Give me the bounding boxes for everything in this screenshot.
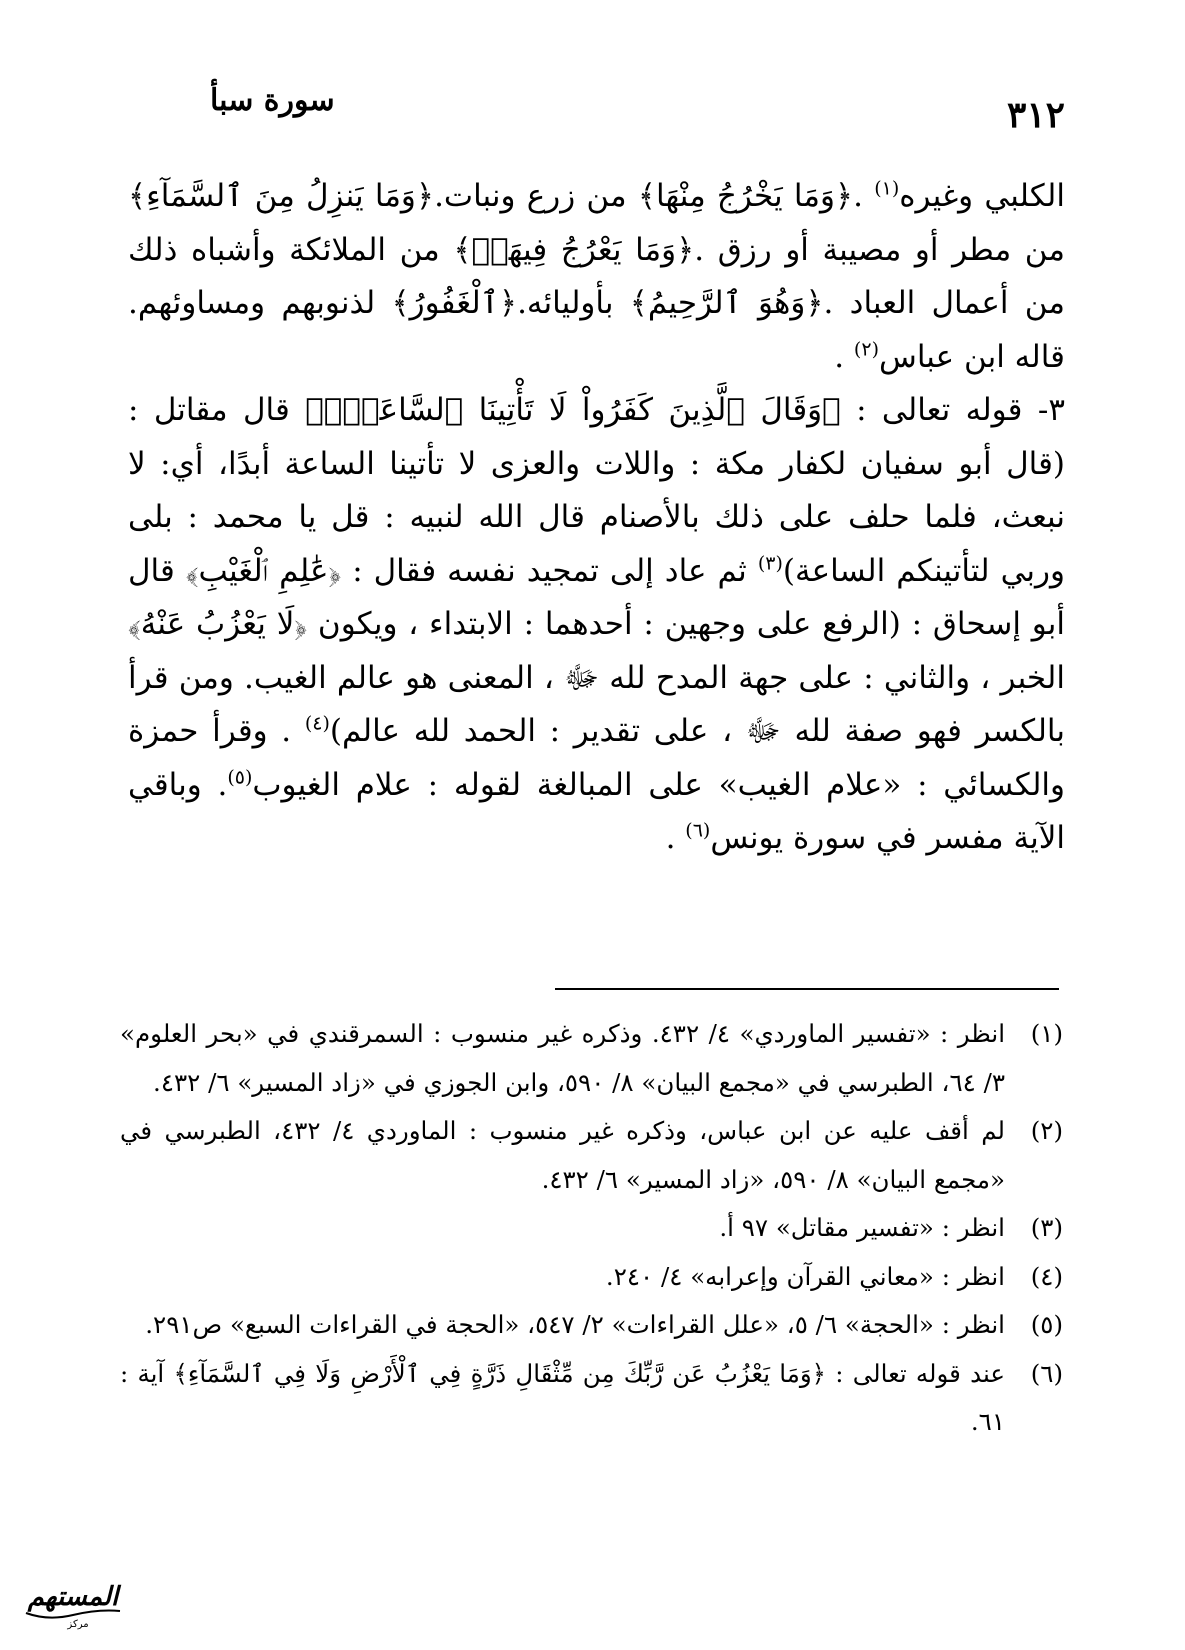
footnote-number: (١) [1030, 1019, 1063, 1048]
footnote-number: (٢) [1030, 1116, 1063, 1145]
text-run: ٣- قوله تعالى : [840, 392, 1066, 428]
footnote-ref-4: (٤) [304, 712, 330, 735]
footnote-3 [120, 1204, 1063, 1253]
surah-title: سورة سبأ [210, 83, 335, 118]
text-run: بأوليائه. [517, 285, 630, 321]
footnote-text: انظر : «تفسير مقاتل» ٩٧ أ. [719, 1213, 1005, 1242]
text-run: قال أبو إسحاق : (الرفع على وجهين : أحدهما : الابتداء ، ويكون [128, 552, 1065, 642]
footnote-text: انظر : «معاني القرآن وإعرابه» ٤/ ٢٤٠. [605, 1261, 1005, 1291]
text-run: قال مقاتل : (قال أبو سفيان لكفار مكة : واللات والعزى لا تأتينا الساعة أبدًا، أي: لا نبعث، فلما حلف على ذلك بالأصنام قال الله لنبيه : قل يا محمد : بلى وربي لتأتينكم الساعة) [128, 392, 1066, 589]
footnote-ref-6: (٦) [685, 819, 711, 842]
footnote-number: (٦) [1030, 1358, 1063, 1388]
quran-quote: ﴿وَقَالَ ٱلَّذِينَ كَفَرُواْ لَا تَأْتِينَا ٱلسَّاعَةُۖ﴾ [305, 392, 841, 428]
quran-quote: ﴿وَهُوَ ٱلرَّحِيمُ﴾ [629, 285, 824, 321]
page-header [210, 78, 1065, 136]
text-run: الخبر ، والثاني : على جهة المدح لله ﷻ ، المعنى هو عالم الغيب. ومن قرأ بالكسر فهو صفة لله ﷻ ، على تقدير : الحمد لله عالم) [128, 659, 1065, 749]
footnote-text: انظر : «تفسير الماوردي» ٤/ ٤٣٢. وذكره غير منسوب : السمرقندي في «بحر العلوم» ٣/ ٦٤، الطبرسي في «مجمع البيان» ٨/ ٥٩٠، وابن الجوزي في «زاد المسير» ٦/ ٤٣٢. [120, 1019, 1005, 1097]
footnote-text: لم أقف عليه عن ابن عباس، وذكره غير منسوب : الماوردي ٤/ ٤٣٢، الطبرسي في «مجمع البيان» ٨/ ٥٩٠، «زاد المسير» ٦/ ٤٣٢. [120, 1116, 1005, 1194]
text-run: ثم عاد إلى تمجيد نفسه فقال : [341, 552, 758, 589]
main-text [128, 170, 1065, 866]
footnote-divider [555, 988, 1059, 990]
footnote-6 [120, 1350, 1063, 1447]
quran-quote: ﴿وَمَا يَعْرُجُ فِيهَاۚ﴾ [453, 231, 695, 268]
text-run: من الملائكة وأشباه ذلك من أعمال العباد . [128, 231, 1065, 321]
footnote-ref-5: (٥) [227, 766, 253, 789]
footnote-ref-2: (٢) [853, 338, 879, 361]
quran-quote: ﴿وَمَا يَنزِلُ مِنَ ٱلسَّمَآءِ﴾ [128, 178, 435, 214]
footnote-ref-3: (٣) [757, 552, 783, 575]
footnote-2 [120, 1107, 1063, 1204]
paragraph-1 [128, 170, 1065, 384]
watermark-text: المستهم [27, 1582, 119, 1612]
watermark-subtext: مركز [67, 1619, 89, 1630]
footnote-1 [120, 1010, 1063, 1107]
page-number: ٣١٢ [1006, 94, 1065, 136]
watermark-logo [18, 1565, 128, 1635]
text-run: . [834, 338, 854, 375]
text-run: الكلبي وغيره [899, 178, 1065, 214]
footnote-number: (٣) [1030, 1213, 1063, 1242]
text-run: . وباقي الآية مفسر في سورة يونس [128, 766, 1065, 856]
footnote-ref-1: (١) [874, 177, 900, 200]
footnote-text: انظر : «الحجة» ٦/ ٥، «علل القراءات» ٢/ ٥٤٧، «الحجة في القراءات السبع» ص٢٩١. [145, 1310, 1005, 1339]
text-run: لذنوبهم ومساوئهم. قاله ابن عباس [128, 285, 1065, 375]
quran-quote: ﴿وَمَا يَخْرُجُ مِنْهَا﴾ [637, 178, 854, 214]
quran-quote: ﴿لَا يَعْزُبُ عَنْهُ﴾ [128, 606, 308, 642]
footnote-5 [120, 1301, 1063, 1350]
footnotes [120, 1010, 1063, 1447]
quran-quote: ﴿ٱلْغَفُورُ﴾ [391, 285, 518, 321]
footnote-number: (٥) [1030, 1310, 1063, 1339]
footnote-text: عند قوله تعالى : ﴿وَمَا يَعْزُبُ عَن رَّبِّكَ مِن مِّثْقَالِ ذَرَّةٍ فِي ٱلْأَرْضِ وَلَا فِي ٱلسَّمَآءِ﴾ آية : ٦١. [120, 1358, 1005, 1436]
text-run: . [853, 178, 875, 214]
footnote-4 [120, 1253, 1063, 1302]
footnote-number: (٤) [1030, 1261, 1063, 1291]
text-run: من مطر أو مصيبة أو رزق . [694, 231, 1065, 268]
quran-quote: ﴿عَٰلِمِ ٱلْغَيْبِ﴾ [185, 552, 342, 589]
text-run: من زرع ونبات. [434, 178, 638, 214]
paragraph-2 [128, 384, 1065, 866]
text-run: . [665, 820, 686, 856]
text-run: . وقرأ حمزة والكسائي : «علام الغيب» على المبالغة لقوله : علام الغيوب [128, 713, 1065, 803]
